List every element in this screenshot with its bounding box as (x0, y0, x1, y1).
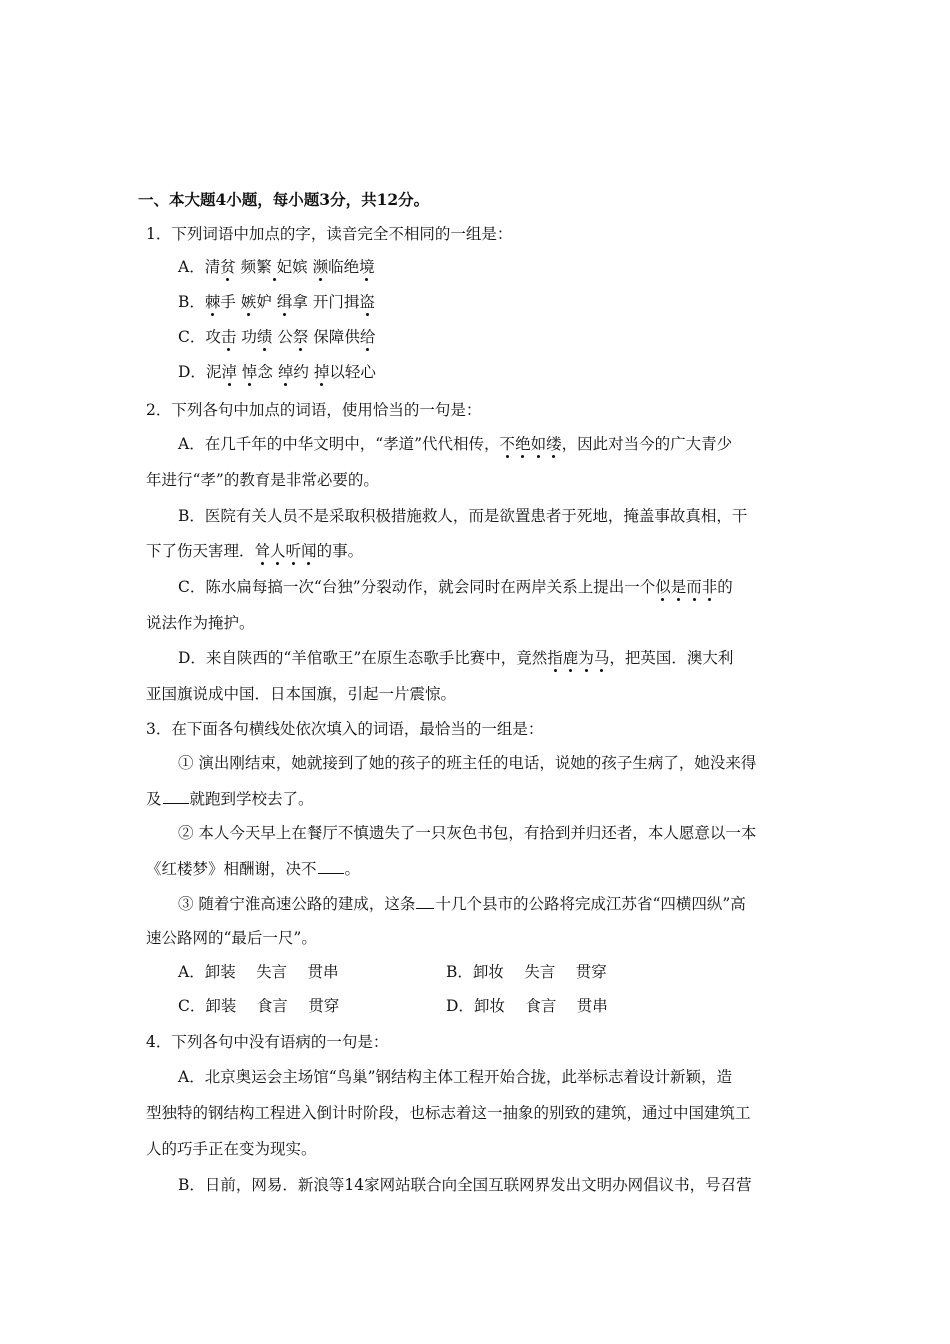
option-text: ，因此对当今的广大青少 (561, 435, 733, 453)
emphasis-char: 为 (578, 649, 594, 667)
q3-option-b (446, 962, 607, 982)
q2-option-d-line2: 亚国旗说成中国．日本国旗，引起一片震惊。 (146, 685, 457, 703)
emphasis-char: 濒 (312, 258, 329, 276)
emphasis-char: 指 (547, 649, 563, 667)
sentence-text: 十几个县市的公路将完成江苏省“四横四纵”高 (435, 895, 746, 913)
q3-sentence-2-line1: ② 本人今天早上在餐厅不慎遗失了一只灰色书包，有拾到并归还者，本人愿意以一本 (178, 824, 757, 842)
emphasis-char: 绰 (277, 363, 294, 381)
q3-sentence-3-line2: 速公路网的“最后一尺”。 (146, 929, 317, 947)
q4-option-b-line1: B．日前，网易．新浪等14家网站联合向全国互联网界发出文明办网倡议书，号召营 (178, 1176, 752, 1194)
emphasis-char: 不 (499, 435, 516, 453)
char (308, 258, 313, 276)
char: 公 (277, 328, 293, 346)
option-text: ，把英国．澳大利 (609, 649, 734, 667)
q2-option-c-line1 (178, 577, 733, 597)
emphasis-char: 境 (359, 258, 375, 276)
q2-option-d-line1 (178, 648, 733, 668)
char: 泥 (205, 363, 222, 381)
q3-option-c (178, 996, 339, 1016)
emphasis-char: 给 (359, 328, 376, 346)
sentence-text: 《红楼梦》相酬谢，决不 (146, 860, 317, 878)
option-label: C． (178, 328, 206, 346)
q1-option-b (178, 292, 375, 312)
char: 嫔 (292, 258, 308, 276)
q4-option-a-line1: A．北京奥运会主场馆“鸟巢”钢结构主体工程开始合拢，此举标志着设计新颖，造 (178, 1068, 733, 1086)
q1-option-a (178, 257, 375, 277)
emphasis-char: 马 (593, 649, 610, 667)
q4-option-a-line3: 人的巧手正在变为现实。 (146, 1140, 317, 1158)
q2-option-b-line2 (146, 541, 363, 561)
emphasis-char: 祭 (292, 328, 309, 346)
fill-blank-1 (163, 788, 189, 804)
q2-option-c-line2: 说法作为掩护。 (146, 614, 255, 632)
char: 念 (257, 363, 273, 381)
option-text: D．来自陕西的“羊倌歌王”在原生态歌手比赛中，竟然 (178, 649, 548, 667)
section-heading: 一、本大题4小题，每小题3分，共12分。 (138, 190, 430, 209)
option-text: 下了伤天害理． (146, 542, 255, 560)
emphasis-char: 闻 (301, 542, 317, 560)
q2-option-a-line2: 年进行“孝”的教育是非常必要的。 (146, 471, 379, 489)
option-text: 卸妆 失言 贯穿 (472, 963, 607, 981)
char: 开 (312, 293, 329, 311)
char: 拿 (292, 293, 308, 311)
sentence-text: 及 (146, 790, 162, 808)
char: 功 (241, 328, 257, 346)
option-label: B． (446, 963, 473, 981)
option-text: 卸装 失言 贯串 (204, 963, 339, 981)
emphasis-char: 是 (670, 578, 687, 596)
q2-option-a-line1 (178, 434, 732, 454)
emphasis-char: 悼 (241, 363, 258, 381)
char: 揖 (343, 293, 360, 311)
char: 繁 (256, 258, 272, 276)
emphasis-char: 耸 (254, 542, 271, 560)
emphasis-char: 而 (686, 578, 702, 596)
sentence-text: ③ 随着宁淮高速公路的建成，这条 (178, 895, 416, 913)
option-text: 的 (717, 578, 733, 596)
option-text (205, 258, 375, 276)
option-text (205, 293, 375, 311)
emphasis-char: 听 (285, 542, 302, 560)
option-label: A． (178, 258, 205, 276)
sentence-text: 。 (344, 860, 361, 878)
emphasis-char: 淖 (221, 363, 237, 381)
char: 频 (240, 258, 257, 276)
emphasis-char: 鹿 (562, 649, 579, 667)
option-label: B． (178, 293, 205, 311)
emphasis-char: 如 (530, 435, 547, 453)
emphasis-char: 人 (270, 542, 286, 560)
question-3-stem: 3．在下面各句横线处依次填入的词语，最恰当的一组是： (146, 720, 544, 738)
char: 保 (313, 328, 329, 346)
char: 妃 (276, 258, 293, 276)
option-text: C．陈水扁每搞一次“台独”分裂动作，就会同时在两岸关系上提出一个 (178, 578, 656, 596)
q3-sentence-3-line1 (178, 893, 746, 914)
emphasis-char: 贫 (220, 258, 236, 276)
fill-blank-2 (318, 858, 344, 874)
emphasis-char: 绩 (256, 328, 273, 346)
option-label: C． (178, 997, 206, 1015)
option-text: 卸妆 食言 贯串 (473, 997, 608, 1015)
emphasis-char: 缕 (546, 435, 562, 453)
option-text: 的事。 (316, 542, 364, 560)
option-text: A．在几千年的中华文明中，“孝道”代代相传， (178, 435, 500, 453)
question-1-stem: 1．下列词语中加点的字，读音完全不相同的一组是： (146, 225, 513, 243)
q3-option-d (446, 996, 608, 1016)
q3-sentence-1-line2 (146, 788, 314, 809)
char: 手 (220, 293, 236, 311)
sentence-text: 就跑到学校去了。 (189, 790, 314, 808)
option-text (206, 363, 376, 381)
emphasis-char: 绝 (515, 435, 531, 453)
char: 攻 (205, 328, 221, 346)
emphasized-phrase (255, 542, 317, 560)
char: 清 (204, 258, 221, 276)
option-label: D． (446, 997, 474, 1015)
q3-option-a (178, 962, 339, 982)
option-text: 卸装 食言 贯穿 (205, 997, 340, 1015)
emphasized-phrase (547, 649, 609, 667)
emphasis-char: 掉 (313, 363, 330, 381)
char: 障 (328, 328, 345, 346)
char: 门 (328, 293, 344, 311)
emphasis-char: 嫉 (240, 293, 257, 311)
q1-option-c (178, 327, 375, 347)
char: 绝 (343, 258, 360, 276)
q2-option-b-line1: B．医院有关人员不是采取积极措施救人，而是欲置患者于死地，掩盖事故真相，干 (178, 507, 748, 525)
emphasized-phrase (500, 435, 562, 453)
q4-option-a-line2: 型独特的钢结构工程进入倒计时阶段，也标志着这一抽象的别致的建筑，通过中国建筑工 (146, 1104, 751, 1122)
q3-sentence-2-line2 (146, 858, 360, 879)
emphasis-char: 盗 (359, 293, 375, 311)
q3-sentence-1-line1: ① 演出刚结束，她就接到了她的孩子的班主任的电话，说她的孩子生病了，她没来得 (178, 754, 757, 772)
emphasized-phrase (655, 578, 717, 596)
char: 约 (293, 363, 309, 381)
emphasis-char: 似 (655, 578, 671, 596)
question-4-stem: 4．下列各句中没有语病的一句是： (146, 1033, 389, 1051)
char: 临 (328, 258, 344, 276)
fill-blank-3 (416, 893, 434, 909)
emphasis-char: 非 (701, 578, 718, 596)
emphasis-char: 缉 (276, 293, 293, 311)
char: 轻 (344, 363, 361, 381)
option-label: A． (178, 963, 205, 981)
char: 妒 (256, 293, 272, 311)
char: 供 (344, 328, 360, 346)
option-text (205, 328, 375, 346)
emphasis-char: 棘 (204, 293, 221, 311)
q1-option-d (178, 362, 376, 382)
emphasis-char: 击 (220, 328, 237, 346)
char: 以 (329, 363, 345, 381)
option-label: D． (178, 363, 206, 381)
char: 心 (360, 363, 376, 381)
emphasis-char (272, 258, 277, 276)
question-2-stem: 2．下列各句中加点的词语，使用恰当的一句是： (146, 401, 482, 419)
